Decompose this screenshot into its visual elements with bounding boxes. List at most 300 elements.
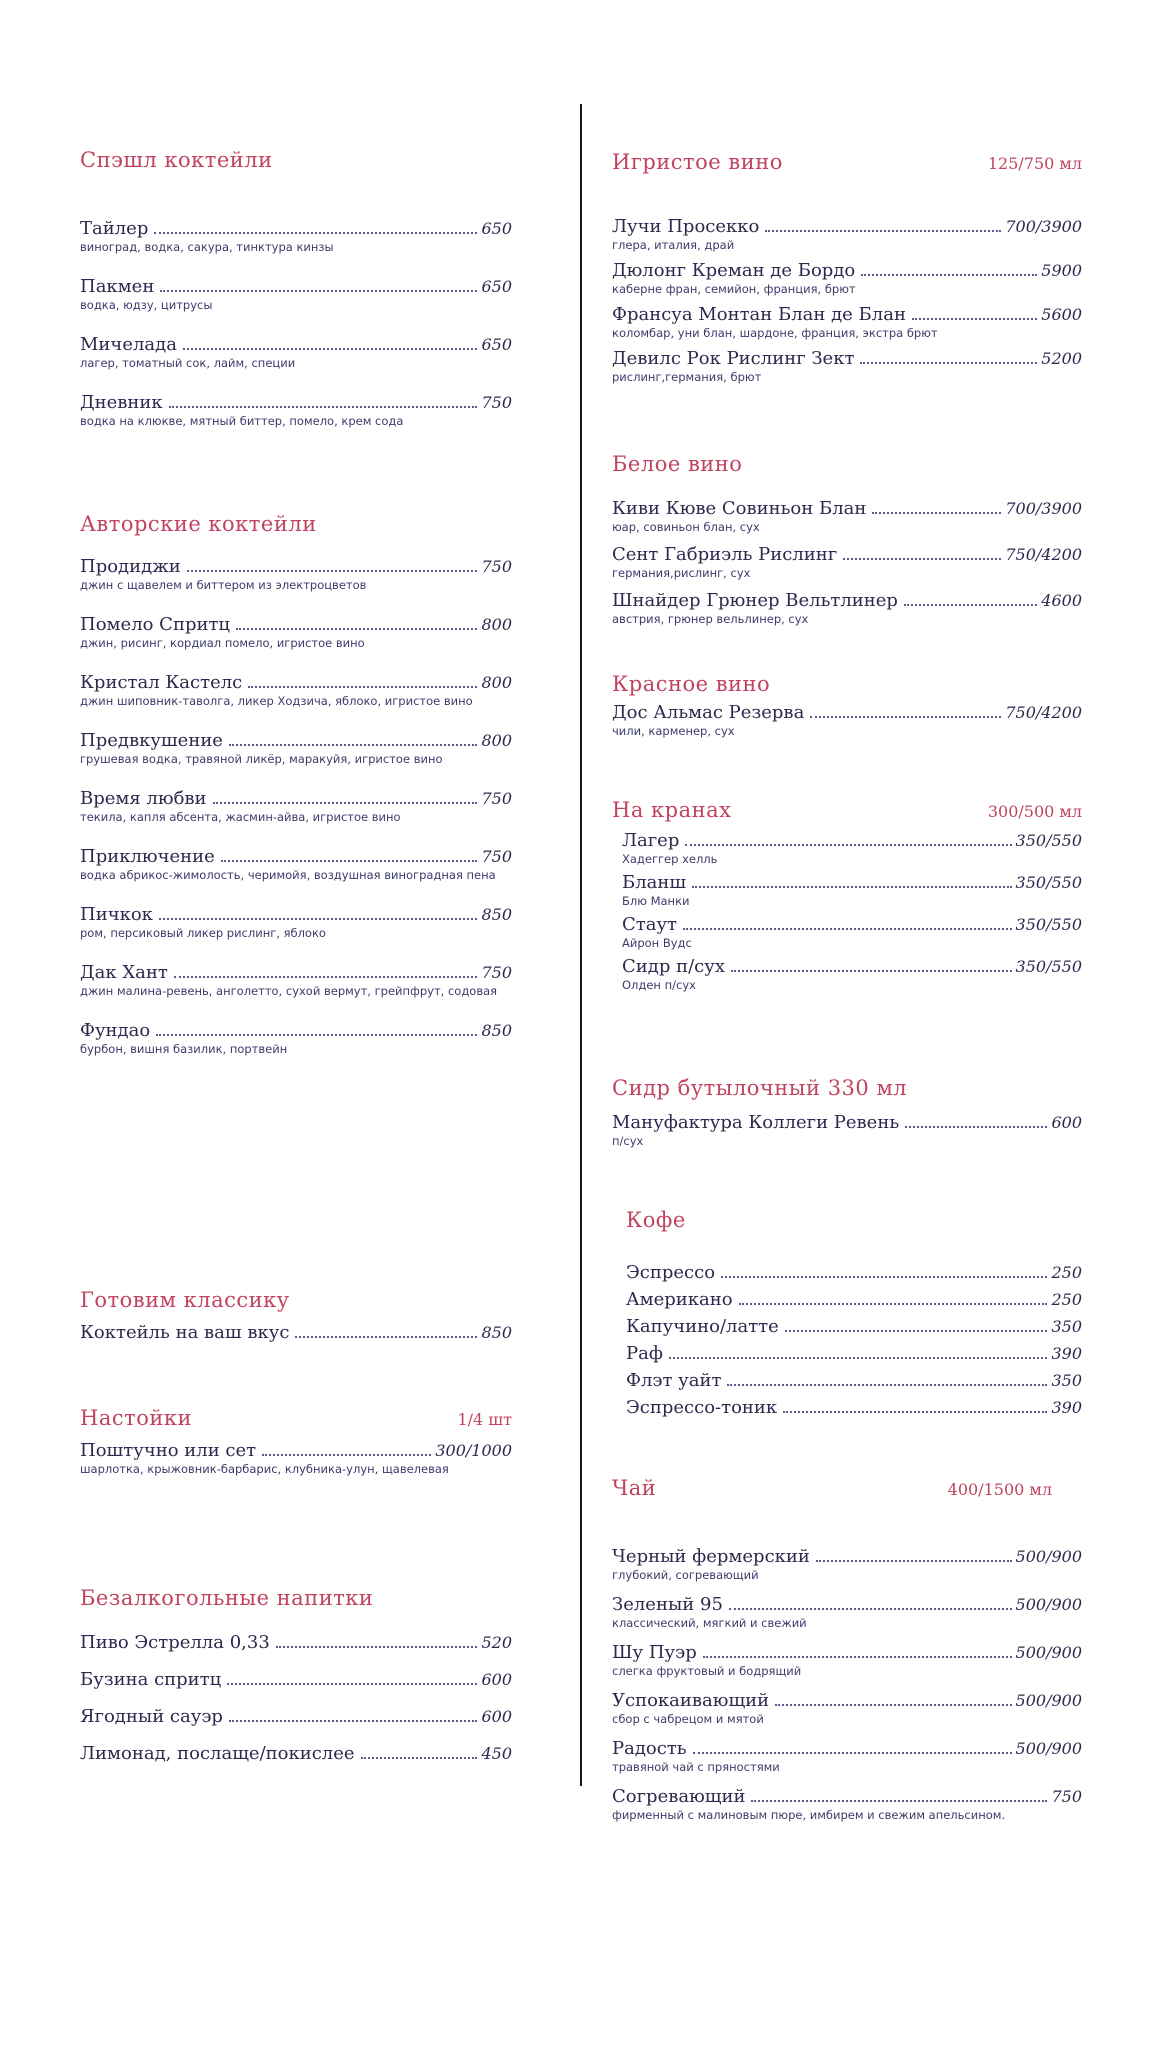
item-price: 650 [481,219,512,238]
menu-item-row [80,1020,512,1041]
item-description: грушевая водка, травяной ликёр, маракуйя, игристое вино [80,752,443,766]
item-price: 650 [481,277,512,296]
item-name: Ягодный сауэр [80,1706,223,1727]
menu-item [612,544,1082,580]
item-name: Сент Габриэль Рислинг [612,544,838,565]
dot-leader [213,802,478,804]
menu-item [80,1632,512,1653]
sparkling-wine-section [612,150,1082,384]
soft-drinks-section [80,1586,512,1764]
menu-item [626,1262,1082,1283]
section-header [612,150,1082,174]
section-title: Готовим классику [80,1288,290,1312]
menu-item [612,1546,1082,1582]
menu-item-row [80,1440,512,1461]
tinctures-section [80,1406,512,1476]
section-note: 300/500 мл [987,802,1082,821]
item-name: Американо [626,1289,733,1310]
item-price: 800 [481,731,512,750]
dot-leader [229,744,477,746]
menu-item-row [612,1546,1082,1567]
items-list [80,556,512,1056]
items-list [612,1112,1082,1148]
menu-item-row [626,1262,1082,1283]
menu-item-row [80,556,512,577]
item-description: сбор с чабрецом и мятой [612,1712,764,1726]
item-price: 5200 [1041,349,1082,368]
section-header [80,512,512,536]
items-list [612,498,1082,626]
item-price: 300/1000 [435,1441,512,1460]
menu-item [80,1020,512,1056]
item-description: водка, юдзу, цитрусы [80,298,213,312]
item-name: Мичелада [80,334,177,355]
dot-leader [912,318,1037,320]
item-price: 750 [481,963,512,982]
dot-leader [174,976,478,978]
items-list [612,1546,1082,1822]
item-name: Согревающий [612,1786,746,1807]
menu-item-row [80,962,512,983]
menu-item [80,1322,512,1343]
item-description: Хадеггер хелль [622,852,718,866]
menu-item [80,672,512,708]
item-name: Киви Кюве Совиньон Блан [612,498,867,519]
menu-item [626,1370,1082,1391]
menu-item-row [80,672,512,693]
item-description: лагер, томатный сок, лайм, специи [80,356,296,370]
section-header [612,672,1082,696]
dot-leader [154,232,477,234]
menu-item [612,216,1082,252]
section-note: 1/4 шт [457,1410,512,1429]
menu-item [80,276,512,312]
item-price: 750 [481,789,512,808]
dot-leader [751,1800,1047,1802]
menu-item-row [626,1289,1082,1310]
menu-item [626,1316,1082,1337]
section-header [80,1586,512,1610]
menu-item [612,1738,1082,1774]
menu-item-row [80,276,512,297]
item-description: водка абрикос-жимолость, черимойя, воздушная виноградная пена [80,868,496,882]
white-wine-section [612,452,1082,626]
dot-leader [169,406,478,408]
section-header [612,798,1082,822]
bottled-cider-section [612,1076,1082,1148]
items-list [612,830,1082,992]
item-price: 520 [481,1633,512,1652]
dot-leader [159,918,478,920]
item-description: виноград, водка, сакура, тинктура кинзы [80,240,334,254]
menu-item [612,1642,1082,1678]
menu-item [80,1706,512,1727]
items-list [626,1262,1082,1418]
menu-item [612,1112,1082,1148]
dot-leader [775,1704,1011,1706]
section-title: Спэшл коктейли [80,148,273,172]
item-description: текила, капля абсента, жасмин-айва, игристое вино [80,810,401,824]
dot-leader [685,844,1011,846]
menu-item-row [80,392,512,413]
item-name: Дневник [80,392,163,413]
item-name: Девилс Рок Рислинг Зект [612,348,855,369]
menu-item-row [80,730,512,751]
item-name: Радость [612,1738,687,1759]
item-description: травяной чай с пряностями [612,1760,780,1774]
item-name: Приключение [80,846,215,867]
section-header [80,1406,512,1430]
item-price: 750/4200 [1005,703,1082,722]
menu-item-row [80,334,512,355]
item-name: Тайлер [80,218,149,239]
item-price: 750/4200 [1005,545,1082,564]
dot-leader [703,1656,1012,1658]
menu-item [80,218,512,254]
item-name: Капучино/латте [626,1316,779,1337]
menu-item [622,914,1082,950]
dot-leader [156,1034,477,1036]
menu-item [626,1397,1082,1418]
dot-leader [221,860,478,862]
item-price: 800 [481,673,512,692]
dot-leader [860,362,1037,364]
menu-item-row [80,1322,512,1343]
items-list [80,1440,512,1476]
section-note: 400/1500 мл [947,1480,1052,1499]
section-title: Чай [612,1476,657,1500]
section-header [612,452,1082,476]
dot-leader [729,1608,1012,1610]
dot-leader [248,686,477,688]
item-name: Дос Альмас Резерва [612,702,805,723]
menu-item [622,872,1082,908]
dot-leader [692,886,1011,888]
item-name: Раф [626,1343,663,1364]
menu-item [80,1669,512,1690]
item-price: 750 [481,847,512,866]
section-header [612,1476,1082,1500]
special-cocktails-section [80,148,512,428]
item-price: 390 [1051,1344,1082,1363]
item-description: слегка фруктовый и бодрящий [612,1664,802,1678]
menu-item-row [626,1343,1082,1364]
item-name: Время любви [80,788,207,809]
dot-leader [229,1720,478,1722]
item-description: джин, рисинг, кордиал помело, игристое вино [80,636,365,650]
item-price: 350 [1051,1317,1082,1336]
item-description: Олден п/сух [622,978,696,992]
menu-item-row [80,218,512,239]
item-description: чили, карменер, сух [612,724,735,738]
menu-item [80,614,512,650]
item-name: Успокаивающий [612,1690,770,1711]
item-price: 500/900 [1015,1739,1082,1758]
item-name: Помело Спритц [80,614,231,635]
dot-leader [183,348,477,350]
item-price: 350/550 [1015,957,1082,976]
items-list [612,702,1082,738]
item-name: Поштучно или сет [80,1440,257,1461]
menu-item-row [612,1738,1082,1759]
item-description: фирменный с малиновым пюре, имбирем и свежим апельсином. [612,1808,1006,1822]
item-name: Дак Хант [80,962,168,983]
column-divider [580,104,582,1786]
menu-item [80,556,512,592]
item-description: п/сух [612,1134,644,1148]
dot-leader [236,628,477,630]
section-title: Кофе [626,1208,686,1232]
item-price: 600 [1051,1113,1082,1132]
section-title: Настойки [80,1406,192,1430]
item-description: глубокий, согревающий [612,1568,759,1582]
dot-leader [693,1752,1012,1754]
dot-leader [739,1303,1048,1305]
dot-leader [765,230,1001,232]
author-cocktails-section [80,512,512,1056]
item-description: бурбон, вишня базилик, портвейн [80,1042,288,1056]
menu-item-row [80,1669,512,1690]
menu-item [80,962,512,998]
item-name: Фундао [80,1020,151,1041]
item-price: 350/550 [1015,915,1082,934]
section-title: Красное вино [612,672,771,696]
menu-item-row [80,1632,512,1653]
item-name: Предвкушение [80,730,223,751]
item-price: 700/3900 [1005,217,1082,236]
section-note: 125/750 мл [987,154,1082,173]
item-description: классический, мягкий и свежий [612,1616,807,1630]
item-price: 600 [481,1670,512,1689]
item-price: 800 [481,615,512,634]
section-title: Безалкогольные напитки [80,1586,374,1610]
item-name: Флэт уайт [626,1370,722,1391]
item-price: 850 [481,1021,512,1040]
menu-item-row [622,914,1082,935]
item-description: джин шиповник-таволга, ликер Ходзича, яблоко, игристое вино [80,694,473,708]
item-name: Стаут [622,914,678,935]
dot-leader [905,1126,1047,1128]
dot-leader [227,1683,477,1685]
dot-leader [861,274,1037,276]
section-title: На кранах [612,798,732,822]
on-tap-section [612,798,1082,992]
section-header [626,1208,1082,1232]
item-price: 650 [481,335,512,354]
dot-leader [160,290,477,292]
dot-leader [785,1330,1048,1332]
items-list [80,1322,512,1343]
dot-leader [295,1336,477,1338]
item-name: Бланш [622,872,687,893]
menu-item-row [622,956,1082,977]
menu-item-row [622,872,1082,893]
menu-item [80,846,512,882]
item-price: 350/550 [1015,873,1082,892]
item-price: 500/900 [1015,1691,1082,1710]
item-name: Шнайдер Грюнер Вельтлинер [612,590,898,611]
menu-item-row [612,348,1082,369]
dot-leader [187,570,478,572]
item-description: глера, италия, драй [612,238,735,252]
menu-item [612,1690,1082,1726]
item-name: Сидр п/сух [622,956,725,977]
menu-item [612,1594,1082,1630]
item-description: австрия, грюнер вельлинер, сух [612,612,809,626]
section-title: Игристое вино [612,150,783,174]
items-list [612,216,1082,384]
items-list [80,1632,512,1764]
item-price: 600 [481,1707,512,1726]
menu-item [612,702,1082,738]
dot-leader [810,716,1001,718]
item-description: каберне фран, семийон, франция, брют [612,282,856,296]
section-title: Сидр бутылочный 330 мл [612,1076,908,1100]
item-price: 4600 [1041,591,1082,610]
menu-item [622,830,1082,866]
item-name: Бузина спритц [80,1669,222,1690]
menu-item-row [80,614,512,635]
item-name: Зеленый 95 [612,1594,723,1615]
menu-item [612,260,1082,296]
section-title: Авторские коктейли [80,512,317,536]
menu-item-row [612,702,1082,723]
menu-item-row [612,304,1082,325]
item-price: 750 [481,557,512,576]
item-description: юар, совиньон блан, сух [612,520,760,534]
menu-item-row [80,904,512,925]
item-description: джин с щавелем и биттером из электроцветов [80,578,367,592]
menu-item-row [80,1743,512,1764]
menu-item-row [80,1706,512,1727]
menu-item [80,904,512,940]
item-description: коломбар, уни блан, шардоне, франция, экстра брют [612,326,938,340]
item-price: 350/550 [1015,831,1082,850]
menu-item-row [80,788,512,809]
item-name: Лучи Просекко [612,216,760,237]
dot-leader [843,558,1001,560]
item-price: 500/900 [1015,1643,1082,1662]
menu-item-row [612,544,1082,565]
menu-item-row [622,830,1082,851]
item-description: водка на клюкве, мятный биттер, помело, крем сода [80,414,404,428]
item-price: 500/900 [1015,1595,1082,1614]
item-name: Эспрессо [626,1262,716,1283]
menu-item [612,304,1082,340]
item-name: Черный фермерский [612,1546,810,1567]
item-name: Лагер [622,830,680,851]
menu-item [80,392,512,428]
items-list [80,218,512,428]
tea-section [612,1476,1082,1822]
item-name: Пакмен [80,276,155,297]
item-price: 750 [1051,1787,1082,1806]
menu-item-row [80,846,512,867]
item-price: 500/900 [1015,1547,1082,1566]
menu-item [80,788,512,824]
dot-leader [262,1454,431,1456]
dot-leader [872,512,1001,514]
coffee-section [612,1208,1082,1418]
item-price: 450 [481,1744,512,1763]
section-title: Белое вино [612,452,743,476]
item-price: 350 [1051,1371,1082,1390]
menu-item [80,730,512,766]
dot-leader [669,1357,1048,1359]
menu-item-row [612,260,1082,281]
item-price: 5600 [1041,305,1082,324]
section-header [80,148,512,172]
item-description: Айрон Вудс [622,936,692,950]
dot-leader [683,928,1012,930]
menu-item-row [626,1316,1082,1337]
menu-item [612,1786,1082,1822]
menu-item-row [612,590,1082,611]
dot-leader [276,1646,478,1648]
menu-item [80,334,512,370]
menu-item [626,1343,1082,1364]
menu-item-row [612,1112,1082,1133]
menu-item [80,1440,512,1476]
item-name: Франсуа Монтан Блан де Блан [612,304,906,325]
item-name: Продиджи [80,556,181,577]
item-description: шарлотка, крыжовник-барбарис, клубника-улун, щавелевая [80,1462,449,1476]
menu-item-row [612,216,1082,237]
section-header [612,1076,1082,1100]
item-name: Дюлонг Креман де Бордо [612,260,856,281]
item-description: ром, персиковый ликер рислинг, яблоко [80,926,326,940]
menu-item-row [612,1594,1082,1615]
section-header [80,1288,512,1312]
menu-item [612,590,1082,626]
item-description: германия,рислинг, сух [612,566,751,580]
dot-leader [816,1560,1012,1562]
dot-leader [904,604,1037,606]
menu-item-row [626,1370,1082,1391]
item-price: 250 [1051,1290,1082,1309]
menu-item-row [612,1642,1082,1663]
menu-item [612,498,1082,534]
menu-item-row [612,498,1082,519]
item-name: Пичкок [80,904,153,925]
item-price: 750 [481,393,512,412]
item-name: Кристал Кастелс [80,672,243,693]
dot-leader [731,970,1012,972]
item-price: 700/3900 [1005,499,1082,518]
item-price: 250 [1051,1263,1082,1282]
item-name: Мануфактура Коллеги Ревень [612,1112,900,1133]
item-name: Эспрессо-тоник [626,1397,778,1418]
item-description: рислинг,германия, брют [612,370,762,384]
item-description: джин малина-ревень, анголетто, сухой вермут, грейпфрут, содовая [80,984,498,998]
item-price: 390 [1051,1398,1082,1417]
item-name: Шу Пуэр [612,1642,697,1663]
menu-item [612,348,1082,384]
item-price: 850 [481,1323,512,1342]
classic-section [80,1288,512,1343]
dot-leader [727,1384,1047,1386]
menu-item-row [612,1786,1082,1807]
menu-item [626,1289,1082,1310]
dot-leader [721,1276,1047,1278]
item-price: 5900 [1041,261,1082,280]
menu-item-row [612,1690,1082,1711]
menu-item [80,1743,512,1764]
item-price: 850 [481,905,512,924]
item-name: Коктейль на ваш вкус [80,1322,290,1343]
dot-leader [361,1757,478,1759]
item-description: Блю Манки [622,894,690,908]
